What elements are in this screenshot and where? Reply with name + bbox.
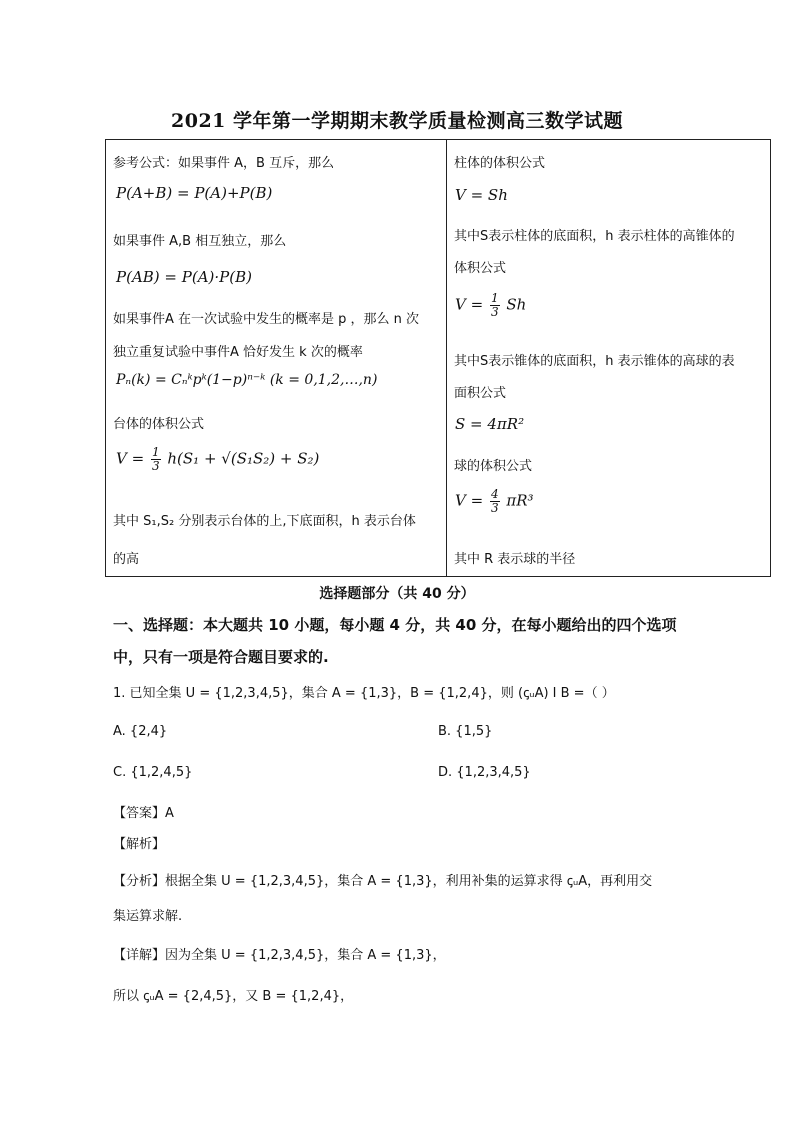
formula-left-line: P(A+B) = P(A)+P(B) [116,184,273,202]
section-title: 选择题部分（共 40 分） [319,586,475,602]
formula-right-line: 体积公式 [454,261,507,276]
sphere-volume-formula [455,488,534,515]
fraction-denominator: 3 [490,305,499,319]
instructions-line: 一、选择题：本大题共 10 小题，每小题 4 分，共 40 分，在每小题给出的四个选项 [113,616,677,634]
fenxi-line: 集运算求解. [113,909,183,924]
xiangjie-line [113,944,446,963]
option-b: B. {1,5} [438,724,493,739]
xiangjie-text: 因为全集 U = {1,2,3,4,5}，集合 A = {1,3}， [165,948,446,963]
fraction-denominator: 3 [490,501,499,515]
frustum-volume-formula [116,446,319,473]
formula-right-line: 其中S表示锥体的底面积，h 表示锥体的高球的表 [454,354,735,369]
xiangjie-line: 所以 ꞔᵤA = {2,4,5}，又 B = {1,2,4}， [113,989,354,1004]
fenxi-tag: 【分析】 [113,874,166,889]
formula-left-cell [106,140,447,577]
fraction-numerator: 4 [490,487,499,501]
fraction [490,488,500,515]
fraction-denominator: 3 [151,459,160,473]
answer-line [113,802,174,821]
instructions-line: 中，只有一项是符合题目要求的. [113,648,329,666]
option-a: A. {2,4} [113,724,168,739]
question-stem: 1. 已知全集 U = {1,2,3,4,5}，集合 A = {1,3}，B = {1,2,4}，则 (ꞔᵤA) I B =（ ） [113,686,615,701]
fraction [151,446,161,473]
formula-right-line: 其中S表示柱体的底面积，h 表示柱体的高锥体的 [454,229,735,244]
formula-suffix: Sh [506,295,527,314]
formula-prefix: V = [116,449,145,468]
formula-prefix: V = [455,295,484,314]
formula-right-line: V = Sh [455,186,508,204]
fenxi-line [113,870,652,889]
formula-suffix: πR³ [506,491,534,510]
option-d: D. {1,2,3,4,5} [438,765,531,780]
formula-left-line: 台体的体积公式 [113,417,205,432]
formula-right-line: 面积公式 [454,386,507,401]
formula-right-line: 柱体的体积公式 [454,156,546,171]
page-title: 2021 学年第一学期期末教学质量检测高三数学试题 [171,110,623,132]
formula-right-line: 其中 R 表示球的半径 [454,552,576,567]
answer-value: A [165,806,174,821]
formula-left-line: 独立重复试验中事件A 恰好发生 k 次的概率 [113,345,363,360]
option-c: C. {1,2,4,5} [113,765,193,780]
fraction-numerator: 1 [151,445,160,459]
formula-left-line: 参考公式：如果事件 A，B 互斥，那么 [113,156,335,171]
fraction-numerator: 1 [490,291,499,305]
formula-left-line: P(AB) = P(A)·P(B) [116,268,252,286]
formula-right-cell [447,140,771,577]
formula-left-line: 的高 [113,552,140,567]
fenxi-text: 根据全集 U = {1,2,3,4,5}，集合 A = {1,3}，利用补集的运算求得 ꞔᵤA，再利用交 [165,874,653,889]
formula-left-line: 如果事件 A,B 相互独立，那么 [113,234,287,249]
formula-left-line: Pₙ(k) = Cₙᵏpᵏ(1−p)ⁿ⁻ᵏ (k = 0,1,2,…,n) [116,372,378,388]
xiangjie-tag: 【详解】 [113,948,166,963]
cone-volume-formula [455,292,526,319]
fraction [490,292,500,319]
answer-tag: 【答案】 [113,806,166,821]
formula-left-line: 如果事件A 在一次试验中发生的概率是 p ，那么 n 次 [113,312,420,327]
formula-right-line: 球的体积公式 [454,459,533,474]
analysis-tag: 【解析】 [113,837,166,852]
formula-left-line: 其中 S₁,S₂ 分别表示台体的上,下底面积，h 表示台体 [113,514,416,529]
formula-prefix: V = [455,491,484,510]
formula-right-line: S = 4πR² [455,415,525,433]
formula-table [105,139,771,577]
formula-suffix: h(S₁ + √(S₁S₂) + S₂) [167,449,320,468]
